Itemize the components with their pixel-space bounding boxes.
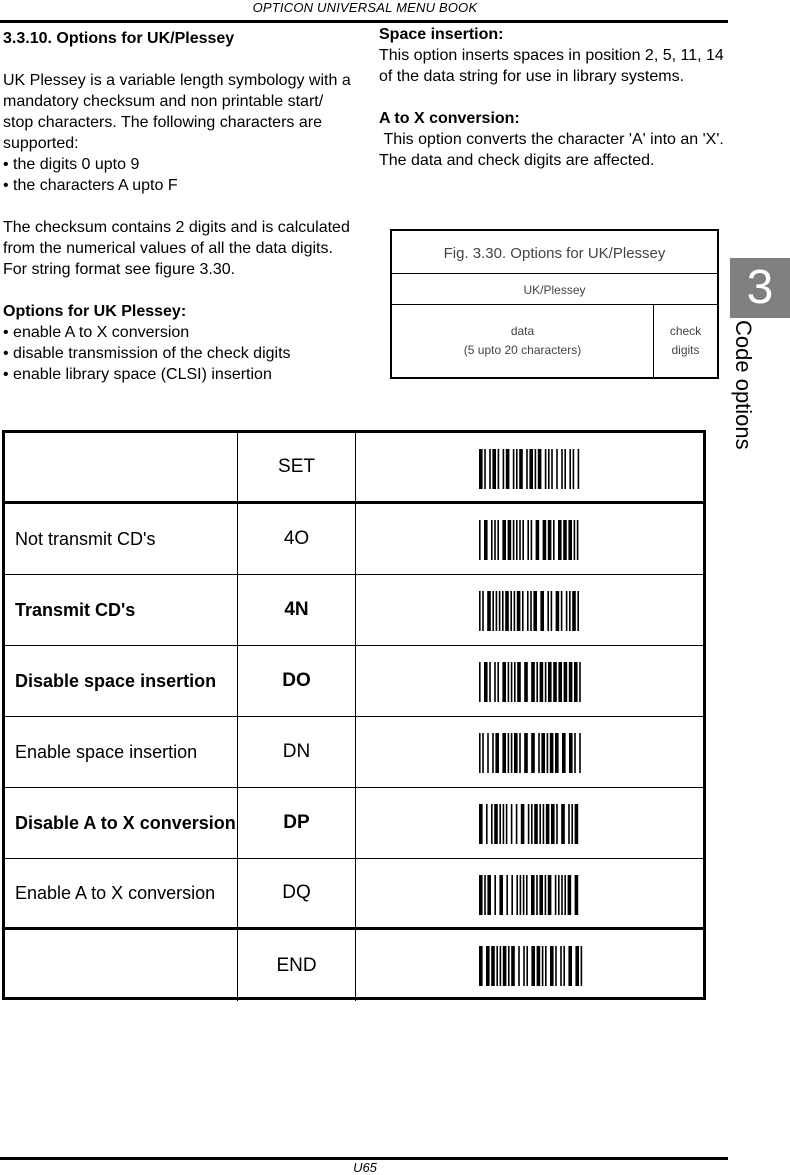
row-barcode-cell <box>356 859 703 927</box>
barcode-bar <box>547 591 549 631</box>
barcode-bar <box>535 449 537 489</box>
barcode-bar <box>514 662 516 702</box>
barcode-bar <box>479 662 481 702</box>
barcode-bar <box>491 804 493 844</box>
barcode-bar <box>479 520 481 560</box>
row-code: DP <box>238 788 356 858</box>
barcode-bar <box>573 449 575 489</box>
barcode-bar <box>511 946 515 986</box>
barcode-bar <box>568 804 570 844</box>
barcode-bar <box>568 520 572 560</box>
barcode-bar <box>494 662 496 702</box>
page-number: U65 <box>353 1160 377 1175</box>
barcode-bar <box>494 520 496 560</box>
table-row <box>5 504 703 575</box>
barcode-bar <box>489 662 491 702</box>
figure-check-label-2: digits <box>671 343 700 357</box>
table-row <box>5 646 703 717</box>
row-barcode-cell <box>356 930 703 1001</box>
barcode-bar <box>555 946 557 986</box>
barcode-bar <box>569 449 571 489</box>
barcode-bar <box>555 733 559 773</box>
barcode-bar <box>564 662 568 702</box>
barcode-bar <box>499 875 503 915</box>
barcode-bar <box>496 591 498 631</box>
barcode-bar <box>524 733 528 773</box>
barcode-bar <box>545 946 547 986</box>
barcode-bar <box>514 591 516 631</box>
row-description <box>5 433 238 501</box>
barcode-bar <box>495 733 499 773</box>
barcode-bar <box>482 591 484 631</box>
supported-item: • the digits 0 upto 9 <box>3 156 140 173</box>
barcode-bar <box>492 591 494 631</box>
barcode-bar <box>547 733 549 773</box>
barcode-bar <box>521 804 525 844</box>
barcode-bar <box>516 875 518 915</box>
figure-data-length: (5 upto 20 characters) <box>463 343 582 357</box>
barcode-bar <box>545 875 547 915</box>
barcode-bar <box>560 946 562 986</box>
barcode-bar <box>551 804 555 844</box>
barcode-bar <box>492 733 494 773</box>
barcode-bar <box>513 520 515 560</box>
barcode-bar <box>545 449 547 489</box>
barcode-bar <box>561 875 563 915</box>
barcode-bar <box>484 662 488 702</box>
barcode-bar <box>519 733 521 773</box>
section-heading: 3.3.10. Options for UK/Plessey <box>3 30 235 47</box>
barcode-bar <box>533 591 537 631</box>
barcode-bar <box>527 591 529 631</box>
barcode-bar <box>555 875 557 915</box>
row-barcode-cell <box>356 646 703 716</box>
barcode-bar <box>510 591 512 631</box>
figure-3-30 <box>390 229 719 379</box>
barcode-bar <box>562 733 566 773</box>
row-description: Enable A to X conversion <box>5 859 238 927</box>
row-barcode-cell <box>356 788 703 858</box>
row-code: DO <box>238 646 356 716</box>
barcode-image[interactable] <box>479 591 583 631</box>
barcode-bar <box>479 875 483 915</box>
barcode-bar <box>479 733 481 773</box>
barcode-bar <box>491 520 493 560</box>
barcode-bar <box>486 946 490 986</box>
row-description <box>5 930 238 1001</box>
barcode-bar <box>561 591 563 631</box>
barcode-bar <box>527 520 529 560</box>
barcode-bar <box>528 804 530 844</box>
row-code: 4O <box>238 504 356 574</box>
barcode-bar <box>502 733 506 773</box>
barcode-bar <box>506 449 510 489</box>
barcode-bar <box>579 662 581 702</box>
barcode-bar <box>494 875 496 915</box>
barcode-bar <box>540 662 544 702</box>
barcode-bar <box>524 662 528 702</box>
barcode-bar <box>575 804 579 844</box>
table-row-set <box>5 433 703 504</box>
row-description: Disable A to X conversion <box>5 788 238 858</box>
barcode-bar <box>581 946 583 986</box>
barcode-bar <box>486 804 488 844</box>
barcode-bar <box>569 591 571 631</box>
barcode-bar <box>571 804 573 844</box>
barcode-bar <box>529 449 533 489</box>
barcode-bar <box>487 875 491 915</box>
chapter-tab-text: Code options <box>731 320 756 450</box>
barcode-bar <box>572 591 576 631</box>
barcode-bar <box>506 804 508 844</box>
barcode-bar <box>574 733 576 773</box>
barcode-bar <box>569 662 573 702</box>
barcode-bar <box>479 591 481 631</box>
option-item: • disable transmission of the check digits <box>3 345 291 362</box>
barcode-bar <box>484 449 486 489</box>
checksum-paragraph: The checksum contains 2 digits and is calculated from the numerical values of all the data digits. For string format see figure 3.30. <box>3 219 350 278</box>
row-code: SET <box>238 433 356 501</box>
barcode-image[interactable] <box>479 449 583 489</box>
barcode-bar <box>574 520 576 560</box>
barcode-bar <box>564 449 566 489</box>
barcode-bar <box>531 804 533 844</box>
barcode-bar <box>569 733 573 773</box>
barcode-bar <box>531 662 535 702</box>
barcode-bar <box>511 662 513 702</box>
figure-data-label: data <box>510 324 535 338</box>
barcode-image[interactable] <box>479 662 583 702</box>
barcode-bar <box>542 946 544 986</box>
row-description: Disable space insertion <box>5 646 238 716</box>
barcode-bar <box>546 804 550 844</box>
barcode-bar <box>523 875 525 915</box>
barcode-bar <box>538 449 542 489</box>
intro-paragraph: UK Plessey is a variable length symbology with a mandatory checksum and non printable start/ stop characters. The following characters are supported: <box>3 72 351 152</box>
barcode-bar <box>523 946 525 986</box>
row-barcode-cell <box>356 504 703 574</box>
barcode-bar <box>537 946 541 986</box>
barcode-bar <box>526 875 528 915</box>
barcode-bar <box>561 449 563 489</box>
barcode-bar <box>551 449 553 489</box>
barcode-bar <box>539 804 541 844</box>
barcode-bar <box>543 804 545 844</box>
barcode-bar <box>577 520 579 560</box>
barcode-bar <box>561 804 565 844</box>
table-row <box>5 859 703 930</box>
barcode-bar <box>491 946 495 986</box>
barcode-bar <box>545 662 547 702</box>
barcode-bar <box>534 804 538 844</box>
barcode-bar <box>499 591 501 631</box>
chapter-tab-label <box>725 320 755 480</box>
barcode-bar <box>550 946 554 986</box>
ax-conversion-heading: A to X conversion: <box>379 110 520 127</box>
barcode-bar <box>511 733 513 773</box>
barcode-bar <box>574 662 578 702</box>
figure-title: Fig. 3.30. Options for UK/Plessey <box>392 231 717 274</box>
barcode-bar <box>502 662 506 702</box>
barcode-bar <box>578 449 580 489</box>
barcode-bar <box>517 591 521 631</box>
barcode-bar <box>487 733 489 773</box>
row-code: END <box>238 930 356 1001</box>
barcode-bar <box>479 804 483 844</box>
barcode-bar <box>564 875 566 915</box>
barcode-bar <box>556 591 560 631</box>
barcode-bar <box>538 733 540 773</box>
barcode-bar <box>502 520 506 560</box>
barcode-bar <box>499 804 501 844</box>
row-description: Transmit CD's <box>5 575 238 645</box>
barcode-bar <box>548 520 552 560</box>
space-insertion-text: This option inserts spaces in position 2, 5, 11, 14 of the data string for use in library systems. <box>379 47 724 85</box>
barcode-bar <box>558 662 562 702</box>
barcode-bar <box>551 591 553 631</box>
barcode-bar <box>531 946 535 986</box>
barcode-bar <box>497 662 499 702</box>
barcode-bar <box>536 875 538 915</box>
barcode-bar <box>496 946 498 986</box>
barcode-bar <box>531 875 535 915</box>
barcode-bar <box>520 875 522 915</box>
option-item: • enable library space (CLSI) insertion <box>3 366 272 383</box>
barcode-bar <box>484 875 486 915</box>
barcode-bar <box>548 662 552 702</box>
left-column <box>3 28 353 385</box>
barcode-bar <box>558 875 560 915</box>
barcode-bar <box>541 733 545 773</box>
barcode-bar <box>519 449 523 489</box>
barcode-bar <box>522 591 524 631</box>
barcode-image[interactable] <box>479 875 583 915</box>
barcode-bar <box>550 733 554 773</box>
barcode-bar <box>516 449 518 489</box>
barcode-bar <box>502 591 504 631</box>
barcode-bar <box>531 520 533 560</box>
barcode-bar <box>482 733 484 773</box>
barcode-bar <box>500 946 502 986</box>
barcode-bar <box>566 591 568 631</box>
table-row <box>5 788 703 859</box>
barcode-bar <box>514 733 518 773</box>
barcode-bar <box>479 946 483 986</box>
table-row <box>5 717 703 788</box>
header-title: OPTICON UNIVERSAL MENU BOOK <box>252 0 478 15</box>
barcode-image[interactable] <box>479 733 583 773</box>
right-column <box>379 24 729 171</box>
barcode-bar <box>484 520 488 560</box>
barcode-bar <box>508 946 510 986</box>
barcode-bar <box>503 804 505 844</box>
row-description: Not transmit CD's <box>5 504 238 574</box>
barcode-bar <box>575 946 579 986</box>
barcode-bar <box>503 449 505 489</box>
barcode-image[interactable] <box>479 520 583 560</box>
barcode-bar <box>506 875 508 915</box>
barcode-bar <box>577 591 579 631</box>
barcode-bar <box>536 520 540 560</box>
barcode-bar <box>516 804 518 844</box>
barcode-bar <box>563 520 567 560</box>
barcode-image[interactable] <box>479 946 583 986</box>
barcode-bar <box>579 733 581 773</box>
barcode-bar <box>540 591 544 631</box>
barcode-bar <box>492 449 496 489</box>
barcode-bar <box>522 520 524 560</box>
barcode-bar <box>568 946 572 986</box>
barcode-bar <box>508 520 512 560</box>
header-rule <box>0 20 728 23</box>
chapter-tab-number: 3 <box>730 258 790 318</box>
row-code: DN <box>238 717 356 787</box>
figure-data-cell <box>392 305 654 377</box>
barcode-bar <box>539 875 543 915</box>
barcode-bar <box>548 875 552 915</box>
figure-check-cell <box>654 305 717 377</box>
figure-subtitle: UK/Plessey <box>392 274 717 305</box>
row-barcode-cell <box>356 575 703 645</box>
space-insertion-heading: Space insertion: <box>379 26 504 43</box>
barcode-bar <box>513 449 515 489</box>
barcode-bar <box>531 733 535 773</box>
figure-check-label: check <box>669 324 702 338</box>
table-row-end <box>5 930 703 1001</box>
barcode-bar <box>503 946 507 986</box>
barcode-bar <box>494 804 498 844</box>
barcode-bar <box>498 449 500 489</box>
barcode-bar <box>518 946 520 986</box>
barcode-bar <box>511 875 513 915</box>
ax-conversion-text: This option converts the character 'A' into an 'X'. The data and check digits are affected. <box>379 131 728 169</box>
row-barcode-cell <box>356 433 703 501</box>
barcode-bar <box>558 520 562 560</box>
barcode-bar <box>516 520 518 560</box>
barcode-bar <box>556 449 558 489</box>
barcode-bar <box>489 449 491 489</box>
row-barcode-cell <box>356 717 703 787</box>
barcode-bar <box>517 662 521 702</box>
barcode-table <box>2 430 706 1000</box>
row-code: DQ <box>238 859 356 927</box>
barcode-bar <box>563 946 565 986</box>
barcode-bar <box>526 946 528 986</box>
barcode-bar <box>526 449 528 489</box>
barcode-bar <box>487 591 491 631</box>
barcode-bar <box>548 449 550 489</box>
barcode-bar <box>556 804 558 844</box>
supported-item: • the characters A upto F <box>3 177 178 194</box>
options-heading: Options for UK Plessey: <box>3 303 187 320</box>
barcode-bar <box>479 449 483 489</box>
barcode-bar <box>543 520 547 560</box>
barcode-bar <box>505 591 509 631</box>
row-code: 4N <box>238 575 356 645</box>
barcode-bar <box>575 875 579 915</box>
table-row <box>5 575 703 646</box>
barcode-bar <box>511 804 513 844</box>
barcode-image[interactable] <box>479 804 583 844</box>
barcode-bar <box>508 733 510 773</box>
barcode-bar <box>553 662 557 702</box>
barcode-bar <box>519 520 521 560</box>
barcode-bar <box>536 662 538 702</box>
barcode-bar <box>553 520 555 560</box>
barcode-bar <box>530 591 532 631</box>
barcode-bar <box>508 662 510 702</box>
barcode-bar <box>568 875 572 915</box>
barcode-bar <box>497 520 499 560</box>
option-item: • enable A to X conversion <box>3 324 190 341</box>
row-description: Enable space insertion <box>5 717 238 787</box>
